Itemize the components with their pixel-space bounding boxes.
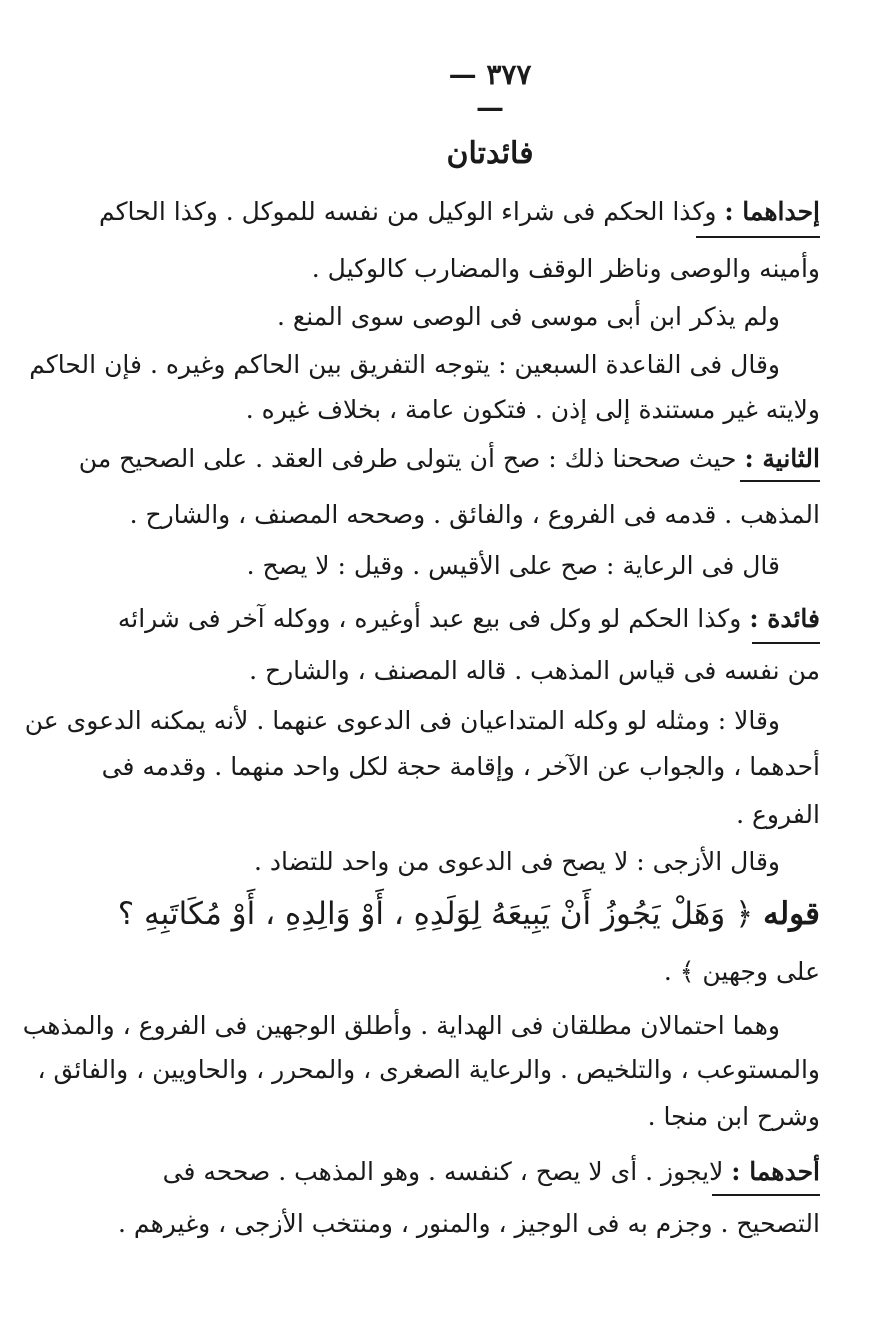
text-line [168, 245, 820, 293]
line-keyword: فائدة : [749, 604, 820, 633]
line-text: على وجهين ﴾ . [663, 957, 820, 986]
line-text: وكذا الحكم فى شراء الوكيل من نفسه للموكل . وكذا الحاكم [98, 197, 725, 226]
line-text: وهما احتمالان مطلقان فى الهداية . وأطلق الوجهين فى الفروع ، والمذهب [22, 1011, 780, 1040]
line-text: قال فى الرعاية : صح على الأقيس . وقيل : لا يصح . [246, 551, 780, 580]
text-line [168, 948, 820, 996]
text-line [168, 293, 780, 341]
section-heading: فائدتان [446, 136, 534, 171]
keyword-underline [740, 480, 820, 482]
line-text: ولم يذكر ابن أبى موسى فى الوصى سوى المنع . [277, 302, 780, 331]
line-text: التصحيح . وجزم به فى الوجيز ، والمنور ، ومنتخب الأزجى ، وغيرهم . [118, 1209, 820, 1238]
line-keyword: أحدهما : [731, 1157, 820, 1186]
text-line [101, 743, 820, 791]
line-keyword: قوله [763, 896, 820, 932]
text-line [22, 1002, 780, 1050]
text-line [78, 435, 820, 483]
text-line [162, 1148, 820, 1196]
line-text: الفروع . [736, 800, 820, 829]
text-line [168, 1093, 820, 1141]
line-text: المذهب . قدمه فى الفروع ، والفائق . وصححه المصنف ، والشارح . [129, 500, 820, 529]
line-text: أحدهما ، والجواب عن الآخر ، وإقامة حجة لكل واحد منهما . وقدمه فى [101, 752, 820, 781]
text-line [118, 1200, 820, 1248]
text-line [168, 791, 820, 839]
keyword-underline [696, 236, 820, 238]
line-text: والمستوعب ، والتلخيص . والرعاية الصغرى ، والمحرر ، والحاويين ، والفائق ، [37, 1055, 820, 1084]
text-line [117, 886, 820, 942]
line-text: من نفسه فى قياس المذهب . قاله المصنف ، والشارح . [249, 656, 820, 685]
line-text: لايجوز . أى لا يصح ، كنفسه . وهو المذهب . صححه فى [162, 1157, 732, 1186]
line-text: وكذا الحكم لو وكل فى بيع عبد أوغيره ، ووكله آخر فى شرائه [117, 604, 750, 633]
text-line [37, 1046, 820, 1094]
line-keyword: الثانية : [744, 444, 820, 473]
line-text: ﴿ وَهَلْ يَجُوزُ أَنْ يَبِيعَهُ لِوَلَدِهِ ، أَوْ وَالِدِهِ ، أَوْ مُكَاتَبِهِ ؟ [117, 896, 764, 932]
text-line [168, 386, 820, 434]
text-line [24, 697, 780, 745]
page-number: — ٣٧٧ — [448, 58, 532, 124]
line-keyword: إحداهما : [724, 197, 820, 226]
line-text: وشرح ابن منجا . [647, 1102, 820, 1131]
keyword-underline [712, 1194, 820, 1196]
keyword-underline [752, 642, 820, 644]
text-line [168, 838, 780, 886]
line-text: ولايته غير مستندة إلى إذن . فتكون عامة ، بخلاف غيره . [245, 395, 820, 424]
line-text: وقال الأزجى : لا يصح فى الدعوى من واحد للتضاد . [253, 847, 780, 876]
line-text: وقالا : ومثله لو وكله المتداعيان فى الدعوى عنهما . لأنه يمكنه الدعوى عن [24, 706, 780, 735]
text-line [117, 595, 820, 643]
text-line [29, 341, 780, 389]
line-text: حيث صححنا ذلك : صح أن يتولى طرفى العقد . على الصحيح من [78, 444, 745, 473]
text-line [129, 491, 820, 539]
text-line [168, 542, 780, 590]
text-line [98, 188, 820, 236]
line-text: وأمينه والوصى وناظر الوقف والمضارب كالوكيل . [311, 254, 820, 283]
line-text: وقال فى القاعدة السبعين : يتوجه التفريق بين الحاكم وغيره . فإن الحاكم [29, 350, 780, 379]
text-line [168, 647, 820, 695]
